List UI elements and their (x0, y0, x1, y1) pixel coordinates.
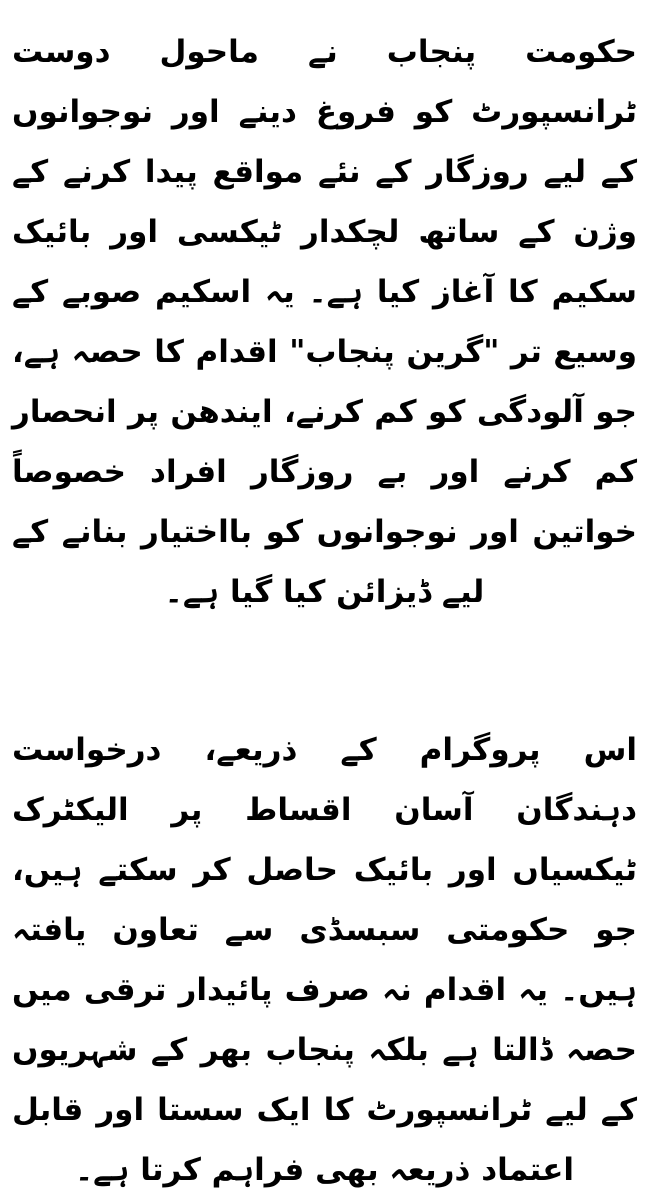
paragraph-green-punjab-scheme: حکومت پنجاب نے ماحول دوست ٹرانسپورٹ کو فروغ دینے اور نوجوانوں کے لیے روزگار کے نئے مواقع پیدا کرنے کے وژن کے ساتھ لچکدار ٹیکسی اور بائیک سکیم کا آغاز کیا ہے۔ یہ اسکیم صوبے کے وسیع تر "گرین پنجاب" اقدام کا حصہ ہے، جو آلودگی کو کم کرنے، ایندھن پر انحصار کم کرنے اور بے روزگار افراد خصوصاً خواتین اور نوجوانوں کو بااختیار بنانے کے لیے ڈیزائن کیا گیا ہے۔ (12, 34, 637, 610)
paragraph-program-details: اس پروگرام کے ذریعے، درخواست دہندگان آسان اقساط پر الیکٹرک ٹیکسیاں اور بائیک حاصل کر سکتے ہیں، جو حکومتی سبسڈی سے تعاون یافتہ ہیں۔ یہ اقدام نہ صرف پائیدار ترقی میں حصہ ڈالتا ہے بلکہ پنجاب بھر کے شہریوں کے لیے ٹرانسپورٹ کا ایک سستا اور قابل اعتماد ذریعہ بھی فراہم کرتا ہے۔ (12, 732, 637, 1188)
